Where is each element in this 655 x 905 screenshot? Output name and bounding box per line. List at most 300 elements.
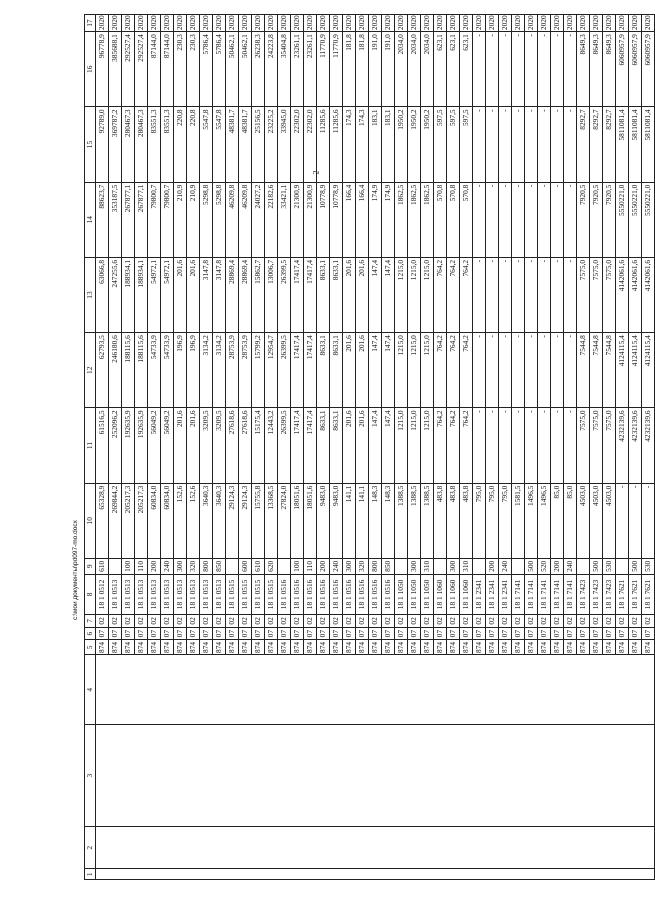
table-cell: 240 [161,558,174,574]
table-cell: 192635,9 [135,408,148,483]
table-cell [291,655,304,725]
table-cell [460,869,473,880]
table-cell: 8292,7 [603,107,616,182]
table-cell: 07 [408,627,421,640]
table-cell: 18 1 1050 [408,574,421,614]
table-cell [278,725,291,827]
table-cell: 874 [408,640,421,655]
table-cell [356,655,369,725]
table-cell: - [564,32,577,107]
table-cell: 26238,3 [252,32,265,107]
table-cell [148,869,161,880]
table-cell: 152,6 [174,483,187,558]
table-cell: 764,2 [434,257,447,332]
table-cell: 874 [642,640,655,655]
table-cell: 07 [278,627,291,640]
table-cell [473,827,486,869]
budget-table [84,14,655,880]
table-cell [148,827,161,869]
table-cell: - [538,182,551,257]
header-cell: 10 [85,483,96,558]
table-row [187,15,200,880]
table-cell: 18 1 2341 [473,574,486,614]
table-cell: 02 [460,615,473,628]
table-cell: - [616,483,629,558]
table-cell: 02 [616,615,629,628]
table-cell [174,725,187,827]
table-cell: 874 [525,640,538,655]
table-cell: 230,3 [187,32,200,107]
table-cell: 5547,8 [200,107,213,182]
table-cell: - [525,333,538,408]
table-cell [122,869,135,880]
table-cell: 1496,5 [525,483,538,558]
table-cell [135,869,148,880]
table-cell: 2020 [499,15,512,32]
table-cell: 623,1 [460,32,473,107]
table-cell [421,655,434,725]
table-cell: 2034,0 [421,32,434,107]
table-row [252,15,265,880]
table-cell: 2020 [252,15,265,32]
table-cell: 201,6 [174,408,187,483]
table-cell: 07 [590,627,603,640]
table-cell: 18 1 0513 [161,574,174,614]
table-cell: 874 [317,640,330,655]
table-cell: 23225,2 [265,107,278,182]
table-cell: 9483,0 [317,483,330,558]
table-cell: 874 [590,640,603,655]
table-cell: 18 1 0516 [369,574,382,614]
table-cell: 18 1 0512 [96,574,109,614]
table-cell: 597,5 [447,107,460,182]
rotated-table-container [84,14,653,880]
table-cell: 02 [408,615,421,628]
table-cell: 240 [330,558,343,574]
table-cell: 18051,6 [291,483,304,558]
table-cell: 02 [395,615,408,628]
table-cell: 46209,8 [226,182,239,257]
table-cell: 310 [421,558,434,574]
table-row [434,15,447,880]
table-cell: 174,3 [356,107,369,182]
table-row [616,15,629,880]
table-cell [304,869,317,880]
table-cell [642,869,655,880]
table-cell: 201,6 [356,408,369,483]
table-row [148,15,161,880]
table-cell: 18 1 1060 [434,574,447,614]
table-cell [226,655,239,725]
table-cell: 17417,4 [291,333,304,408]
table-cell: 33421,1 [278,182,291,257]
table-cell [512,725,525,827]
table-cell: - [564,408,577,483]
table-cell [538,869,551,880]
table-row [499,15,512,880]
table-cell [317,869,330,880]
table-cell [187,725,200,827]
table-cell: 17417,4 [304,257,317,332]
table-cell: 874 [265,640,278,655]
table-cell: 11285,6 [330,107,343,182]
table-cell: 29124,3 [239,483,252,558]
table-cell: - [499,257,512,332]
table-cell: 07 [291,627,304,640]
table-cell: 2020 [434,15,447,32]
table-cell: - [629,483,642,558]
table-cell: 874 [161,640,174,655]
table-cell: 166,4 [343,182,356,257]
table-cell [577,558,590,574]
table-cell [161,827,174,869]
table-cell: 02 [200,615,213,628]
table-cell [395,725,408,827]
table-cell [473,655,486,725]
table-cell [278,869,291,880]
table-cell: - [642,483,655,558]
table-row [382,15,395,880]
table-cell: 1215,0 [421,333,434,408]
table-cell [642,655,655,725]
table-cell: 02 [96,615,109,628]
table-cell: 54972,1 [161,257,174,332]
table-cell: 874 [187,640,200,655]
table-cell [109,869,122,880]
table-cell: 310 [460,558,473,574]
table-cell [395,655,408,725]
table-cell: 2020 [525,15,538,32]
table-cell: 96778,9 [96,32,109,107]
table-cell: 141,1 [356,483,369,558]
table-cell: 02 [278,615,291,628]
table-cell [434,869,447,880]
table-cell: 02 [356,615,369,628]
table-cell: - [538,32,551,107]
table-cell [590,827,603,869]
table-cell: 07 [382,627,395,640]
table-cell [122,725,135,827]
table-cell [226,558,239,574]
table-cell: 292527,4 [135,32,148,107]
table-cell: 60834,0 [148,483,161,558]
table-cell: 29124,3 [226,483,239,558]
table-cell: 205217,3 [135,483,148,558]
table-cell: 18 1 0516 [356,574,369,614]
table-cell [486,827,499,869]
table-cell: - [551,182,564,257]
table-cell: 2020 [421,15,434,32]
table-cell: 56049,2 [148,408,161,483]
table-cell: 874 [421,640,434,655]
table-cell: 02 [343,615,356,628]
table-cell: 2020 [564,15,577,32]
table-cell: 874 [512,640,525,655]
table-cell: 2020 [590,15,603,32]
table-cell [343,655,356,725]
table-cell: 18 1 0516 [343,574,356,614]
table-cell: 2020 [291,15,304,32]
table-cell: 200 [148,558,161,574]
table-cell: 385688,1 [109,32,122,107]
table-cell: 63066,8 [96,257,109,332]
table-cell: 2020 [642,15,655,32]
table-cell: 1215,0 [408,257,421,332]
table-cell [551,827,564,869]
table-cell: 874 [122,640,135,655]
table-cell: 27824,0 [278,483,291,558]
table-cell: 2020 [96,15,109,32]
table-cell: 7575,0 [590,257,603,332]
table-cell: 2020 [395,15,408,32]
table-cell: 5550221,0 [629,182,642,257]
table-cell: 5811081,4 [616,107,629,182]
table-cell [369,827,382,869]
table-cell: 02 [369,615,382,628]
table-row [590,15,603,880]
table-cell [499,827,512,869]
table-cell: - [512,32,525,107]
table-row [174,15,187,880]
table-cell: 02 [187,615,200,628]
table-cell: 3209,5 [200,408,213,483]
table-cell: 87144,0 [161,32,174,107]
table-cell [577,725,590,827]
table-cell: 07 [148,627,161,640]
table-cell: 192635,9 [122,408,135,483]
table-cell [460,655,473,725]
table-cell: 147,4 [369,257,382,332]
table-cell: 874 [460,640,473,655]
table-cell: 7920,5 [577,182,590,257]
table-cell: 10778,9 [317,182,330,257]
table-cell: 60834,0 [161,483,174,558]
table-row [161,15,174,880]
table-cell: 07 [356,627,369,640]
table-cell [395,869,408,880]
table-cell: 246180,6 [109,333,122,408]
table-cell: 17417,4 [291,257,304,332]
table-cell: 5298,8 [200,182,213,257]
table-cell: 8292,7 [577,107,590,182]
table-cell [499,869,512,880]
header-cell: 5 [85,640,96,655]
table-cell: 02 [499,615,512,628]
table-cell: 28869,4 [226,257,239,332]
table-cell: 795,0 [499,483,512,558]
table-cell [369,655,382,725]
table-cell: 320 [356,558,369,574]
table-cell: 4232139,6 [629,408,642,483]
table-cell: - [512,182,525,257]
table-cell [590,869,603,880]
table-cell [174,655,187,725]
table-cell: 874 [538,640,551,655]
table-cell: 54733,9 [148,333,161,408]
table-cell: 174,3 [343,107,356,182]
table-cell: 570,8 [460,182,473,257]
table-cell: 2020 [239,15,252,32]
header-row [85,15,96,880]
table-cell: 874 [382,640,395,655]
table-cell: 07 [642,627,655,640]
table-cell: 7920,5 [603,182,616,257]
table-cell [577,827,590,869]
table-cell: 201,6 [187,257,200,332]
table-cell [239,869,252,880]
table-cell [551,655,564,725]
table-cell [369,869,382,880]
header-cell: 15 [85,107,96,182]
table-cell: 02 [174,615,187,628]
table-cell [265,655,278,725]
table-cell [369,725,382,827]
table-cell: 874 [473,640,486,655]
table-cell [512,558,525,574]
table-cell: 18 1 0513 [122,574,135,614]
table-cell: 85,0 [564,483,577,558]
table-cell: 610 [252,558,265,574]
table-cell: 07 [174,627,187,640]
table-cell: 02 [291,615,304,628]
table-cell: 2020 [187,15,200,32]
table-cell [356,869,369,880]
table-cell: 1496,5 [538,483,551,558]
table-cell [473,725,486,827]
table-cell: 18 1 0516 [291,574,304,614]
table-cell: - [538,333,551,408]
header-cell: 13 [85,257,96,332]
table-row [109,15,122,880]
table-cell: 874 [447,640,460,655]
table-cell: 18 1 0515 [239,574,252,614]
table-cell: 33945,0 [278,107,291,182]
table-cell [460,725,473,827]
table-cell: 220,8 [187,107,200,182]
table-cell: 48381,7 [239,107,252,182]
table-cell: 8649,3 [590,32,603,107]
table-cell: 02 [434,615,447,628]
table-cell [577,869,590,880]
table-cell [252,869,265,880]
table-cell [213,655,226,725]
table-body [96,15,655,880]
table-cell: 2020 [304,15,317,32]
table-cell: 1862,5 [421,182,434,257]
table-cell: 54972,1 [148,257,161,332]
table-cell: - [512,257,525,332]
table-cell: 07 [369,627,382,640]
table-cell: 1215,0 [395,257,408,332]
table-cell [278,558,291,574]
table-cell: 2020 [122,15,135,32]
table-cell: 874 [434,640,447,655]
table-cell [96,725,109,827]
table-cell: 07 [135,627,148,640]
table-cell: - [499,333,512,408]
table-cell [408,725,421,827]
table-cell: 02 [590,615,603,628]
table-cell: 300 [343,558,356,574]
table-cell [343,827,356,869]
table-cell: 2020 [447,15,460,32]
table-cell: 07 [96,627,109,640]
table-cell: 17417,4 [304,408,317,483]
table-cell: 874 [369,640,382,655]
table-cell: 02 [603,615,616,628]
table-cell: 4142061,6 [642,257,655,332]
table-cell: 7575,0 [590,408,603,483]
table-cell: - [551,333,564,408]
table-cell: 18 1 0513 [213,574,226,614]
table-cell: 188934,1 [135,257,148,332]
table-cell: 8633,1 [317,408,330,483]
table-row [135,15,148,880]
table-cell: 874 [564,640,577,655]
table-cell: 188115,6 [135,333,148,408]
table-cell [109,655,122,725]
header-cell: 16 [85,32,96,107]
table-cell: 15862,7 [252,257,265,332]
table-cell: - [512,408,525,483]
table-cell [96,869,109,880]
table-cell: 65328,9 [96,483,109,558]
table-cell: 21300,9 [304,182,317,257]
table-cell [473,558,486,574]
table-cell: 07 [616,627,629,640]
table-cell: 07 [577,627,590,640]
table-cell [564,655,577,725]
table-cell: 07 [252,627,265,640]
table-cell: 874 [148,640,161,655]
table-cell: 11770,9 [317,32,330,107]
table-cell: 18 1 0516 [304,574,317,614]
table-cell [629,827,642,869]
table-cell [590,725,603,827]
table-cell [226,725,239,827]
table-cell: 188934,1 [122,257,135,332]
table-cell: 18 1 1060 [460,574,473,614]
table-cell: 300 [447,558,460,574]
table-cell: 18051,6 [304,483,317,558]
table-cell: 02 [265,615,278,628]
table-cell [447,827,460,869]
table-cell [200,827,213,869]
table-cell: - [473,32,486,107]
table-cell [265,827,278,869]
table-cell [512,827,525,869]
table-cell [551,869,564,880]
table-cell: 07 [460,627,473,640]
table-cell: 02 [226,615,239,628]
table-cell: 220,8 [174,107,187,182]
table-cell: 8633,1 [330,408,343,483]
table-cell [525,725,538,827]
table-cell: 13006,7 [265,257,278,332]
table-cell [603,725,616,827]
table-row [408,15,421,880]
table-cell: 240 [499,558,512,574]
table-cell [356,725,369,827]
table-cell: 201,6 [187,408,200,483]
table-cell [564,827,577,869]
table-cell: - [525,107,538,182]
table-cell: 597,5 [434,107,447,182]
table-cell: 483,8 [447,483,460,558]
table-cell: 07 [265,627,278,640]
table-cell: 79800,7 [148,182,161,257]
table-cell: 1581,5 [512,483,525,558]
